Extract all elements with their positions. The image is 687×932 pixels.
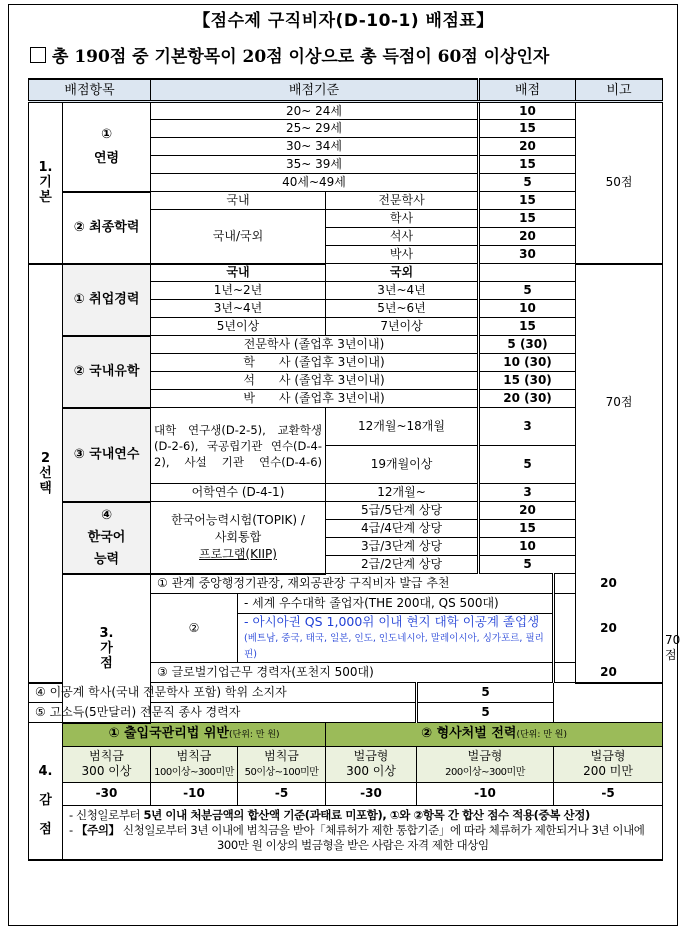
employment-col-foreign: 국외 bbox=[326, 264, 479, 282]
training-period: 12개월~18개월 bbox=[326, 408, 479, 446]
age-score: 15 bbox=[479, 156, 576, 174]
age-criteria: 35~ 39세 bbox=[151, 156, 479, 174]
deduction-score: -10 bbox=[151, 782, 238, 805]
employment-foreign: 5년~6년 bbox=[326, 300, 479, 318]
section1-label: 1. 기 본 bbox=[29, 102, 63, 264]
header-criteria: 배점기준 bbox=[151, 79, 479, 102]
deduction-score: -30 bbox=[63, 782, 151, 805]
training-score: 5 bbox=[479, 446, 576, 484]
korean-label: ④ 한국어 능력 bbox=[63, 502, 151, 574]
age-score: 10 bbox=[479, 102, 576, 120]
note-line-3: 300만 원 이상의 벌금형을 받은 사람은 자격 제한 대상임 bbox=[217, 837, 489, 852]
korean-level: 5급/5단계 상당 bbox=[326, 502, 479, 520]
education-score: 15 bbox=[479, 192, 576, 210]
age-criteria: 25~ 29세 bbox=[151, 120, 479, 138]
bonus-score-3: 20 bbox=[554, 663, 663, 683]
education-domestic: 국내 bbox=[151, 192, 326, 210]
training-score: 3 bbox=[479, 408, 576, 446]
korean-desc: 한국어능력시험(TOPIK) / 사회통합 프로그램(KIIP) bbox=[151, 502, 326, 574]
education-degree: 석사 bbox=[326, 228, 479, 246]
table-header bbox=[29, 79, 663, 102]
age-criteria: 40세~49세 bbox=[151, 174, 479, 192]
employment-domestic: 1년~2년 bbox=[151, 282, 326, 300]
deduction-col: 범칙금 100이상~300미만 bbox=[151, 746, 238, 782]
employment-domestic: 3년~4년 bbox=[151, 300, 326, 318]
bonus-item-2-asia: - 아시아권 QS 1,000위 이내 현지 대학 이공계 졸업생 (베트남, 중국, 태국, 일본, 인도, 인도네시아, 말레이시아, 싱가포르, 필리핀) bbox=[238, 614, 554, 663]
study-criteria: 전문학사 (졸업후 3년이내) bbox=[151, 336, 479, 354]
section2-label: 2 선 택 bbox=[29, 264, 63, 683]
header-category: 배점항목 bbox=[29, 79, 151, 102]
deduction-group-immigration: ① 출입국관리법 위반(단위: 만 원) bbox=[63, 723, 326, 747]
age-score: 15 bbox=[479, 120, 576, 138]
training-period: 19개월이상 bbox=[326, 446, 479, 484]
deduction-score: -10 bbox=[417, 782, 554, 805]
age-criteria: 20~ 24세 bbox=[151, 102, 479, 120]
language-training-period: 12개월~ bbox=[326, 484, 479, 502]
employment-foreign: 3년~4년 bbox=[326, 282, 479, 300]
deduction-score: -5 bbox=[238, 782, 326, 805]
education-score: 15 bbox=[479, 210, 576, 228]
language-training-score: 3 bbox=[479, 484, 576, 502]
deduction-col: 범칙금 50이상~100미만 bbox=[238, 746, 326, 782]
employment-col-domestic: 국내 bbox=[151, 264, 326, 282]
study-score: 20 (30) bbox=[479, 390, 576, 408]
score-table: 배점항목 배점기준 배점 비고 1. 기 본 ① 연령 20~ 24세 10 50점 25~ 29세 15 30~ 34세 20 35~ 39세 15 40세~49세 5 ② 최종학력 국내 전문학사 15 국내/국외 학사 15 석사 20 박사 30 2 선 택 ① 취업경력 국내 국외 70점 1년~2년 3년~4년 5 3년~4년 5년~6년 10 5년이상 7년이상 15 ② 국내유학 전문학사 (졸업후 3년이내) 5 (30) 학 사 (졸업후 3년이내) 10 (30) 석 사 (졸업후 3년이내) 15 (30) 박 사 (졸업후 3년이내) 20 (30) ③ 국내연수 대학 연구생(D-2-5), 교환학생(D-2-6), 국공립기관 연수(D-4-2), 사설 기관 연수(D-4-6) 12개월~18개월 3 19개월이상 5 어학연수 (D-4-1) 12개월~ 3 ④ 한국어 능력 한국어능력시험(TOPIK) / 사회통합 프로그램(KIIP) 5급/5단계 상당 20 4급/4단계 상당 15 3급/3단계 상당 10 2급/2단계 상당 5 3. 가 점 ① 관계 중앙행정기관장, 재외공관장 구직비자 발급 추천 20 70점 ② - 세계 우수대학 졸업자(THE 200대, QS 500대) 20 - 아시아권 QS 1,000위 이내 현지 대학 이공계 졸업생 (베트남, 중국, 태국, 일본, 인도, 인도네시아, 말레이시아, 싱가포르, 필리핀) ③ 글로벌기업근무 경력자(포천지 500대) 20 ④ 이공계 학사(국내 전문학사 포함) 학위 소지자 5 ⑤ 고소득(5만달러) 전문직 종사 경력자 5 4. 감 점 ① 출입국관리법 위반(단위: 만 원) ② 형사처벌 전력(단위: 만 원) 범칙금 300 이상 범칙금 100이상~300미만 범칙금 50이상~100미만 벌금형 300 이상 벌금형 200이상~300미만 벌금형 200 미만 -30 -10 -5 -30 -10 -5 - 신청일로부터 5년 이내 처분금액의 합산액 기준(과태료 미포함), ①와 ②항목 간 합산 점수 적용(중복 산정) - 【주의】 신청일로부터 3년 이내에 범칙금을 받아「체류허가 제한 통합기준」에 따라 체류허가 제한되거나 3년 이내에 300만 원 이상의 벌금형을 받은 사람은 자격 제한 대상임 bbox=[28, 78, 663, 861]
deduction-col: 범칙금 300 이상 bbox=[63, 746, 151, 782]
deduction-score: -30 bbox=[326, 782, 417, 805]
bonus-score-5: 5 bbox=[417, 703, 554, 723]
korean-level: 3급/3단계 상당 bbox=[326, 538, 479, 556]
study-score: 10 (30) bbox=[479, 354, 576, 372]
korean-level: 2급/2단계 상당 bbox=[326, 556, 479, 574]
header-score: 배점 bbox=[479, 79, 576, 102]
bonus-item-5: ⑤ 고소득(5만달러) 전문직 종사 경력자 bbox=[29, 703, 417, 723]
education-label: ② 최종학력 bbox=[63, 192, 151, 264]
deduction-col: 벌금형 200 미만 bbox=[554, 746, 663, 782]
section1-note: 50점 bbox=[576, 102, 663, 264]
header-note: 비고 bbox=[576, 79, 663, 102]
section3-label: 3. 가 점 bbox=[63, 574, 151, 723]
korean-score: 15 bbox=[479, 520, 576, 538]
section4-label: 4. 감 점 bbox=[29, 723, 63, 860]
education-degree: 학사 bbox=[326, 210, 479, 228]
korean-level: 4급/4단계 상당 bbox=[326, 520, 479, 538]
korean-score: 10 bbox=[479, 538, 576, 556]
employment-score: 15 bbox=[479, 318, 576, 336]
deduction-notes bbox=[63, 805, 663, 860]
note-line-1: - 신청일로부터 5년 이내 처분금액의 합산액 기준(과태료 미포함), ①와 ②항목 간 합산 점수 적용(중복 산정) bbox=[69, 807, 590, 822]
study-criteria: 박 사 (졸업후 3년이내) bbox=[151, 390, 479, 408]
bonus-item-1: ① 관계 중앙행정기관장, 재외공관장 구직비자 발급 추천 bbox=[151, 574, 554, 594]
deduction-group-criminal: ② 형사처벌 전력(단위: 만 원) bbox=[326, 723, 663, 747]
deduction-col: 벌금형 300 이상 bbox=[326, 746, 417, 782]
age-score: 5 bbox=[479, 174, 576, 192]
deduction-col: 벌금형 200이상~300미만 bbox=[417, 746, 554, 782]
training-desc: 대학 연구생(D-2-5), 교환학생(D-2-6), 국공립기관 연수(D-4-2), 사설 기관 연수(D-4-6) bbox=[151, 408, 326, 484]
checkbox-square-icon bbox=[30, 47, 46, 63]
subtitle bbox=[30, 42, 549, 67]
language-training-criteria: 어학연수 (D-4-1) bbox=[151, 484, 326, 502]
page-title: 【점수제 구직비자(D-10-1) 배점표】 bbox=[193, 11, 494, 31]
bonus-score-2: 20 bbox=[554, 594, 663, 663]
education-score: 20 bbox=[479, 228, 576, 246]
employment-domestic: 5년이상 bbox=[151, 318, 326, 336]
deduction-score: -5 bbox=[554, 782, 663, 805]
age-label: ① 연령 bbox=[63, 102, 151, 192]
bonus-item-4: ④ 이공계 학사(국내 전문학사 포함) 학위 소지자 bbox=[29, 683, 417, 703]
age-score: 20 bbox=[479, 138, 576, 156]
study-criteria: 학 사 (졸업후 3년이내) bbox=[151, 354, 479, 372]
note-line-2: - 【주의】 신청일로부터 3년 이내에 범칙금을 받아「체류허가 제한 통합기준」에 따라 체류허가 제한되거나 3년 이내에 bbox=[69, 822, 645, 837]
study-label: ② 국내유학 bbox=[63, 336, 151, 408]
study-score: 5 (30) bbox=[479, 336, 576, 354]
section2-note: 70점 bbox=[576, 264, 663, 683]
training-label: ③ 국내연수 bbox=[63, 408, 151, 502]
bonus-item-2-num: ② bbox=[151, 594, 238, 663]
study-score: 15 (30) bbox=[479, 372, 576, 390]
employment-score-blank bbox=[479, 264, 576, 282]
study-criteria: 석 사 (졸업후 3년이내) bbox=[151, 372, 479, 390]
employment-score: 10 bbox=[479, 300, 576, 318]
korean-score: 20 bbox=[479, 502, 576, 520]
employment-foreign: 7년이상 bbox=[326, 318, 479, 336]
age-criteria: 30~ 34세 bbox=[151, 138, 479, 156]
education-degree: 전문학사 bbox=[326, 192, 479, 210]
education-degree: 박사 bbox=[326, 246, 479, 264]
subtitle-text: 총 190점 중 기본항목이 20점 이상으로 총 득점이 60점 이상인자 bbox=[52, 47, 550, 67]
bonus-score-1: 20 bbox=[554, 574, 663, 594]
korean-score: 5 bbox=[479, 556, 576, 574]
bonus-item-3: ③ 글로벌기업근무 경력자(포천지 500대) bbox=[151, 663, 554, 683]
employment-label: ① 취업경력 bbox=[63, 264, 151, 336]
education-both: 국내/국외 bbox=[151, 210, 326, 264]
bonus-item-2-line1: - 세계 우수대학 졸업자(THE 200대, QS 500대) bbox=[238, 594, 554, 614]
employment-score: 5 bbox=[479, 282, 576, 300]
bonus-score-4: 5 bbox=[417, 683, 554, 703]
education-score: 30 bbox=[479, 246, 576, 264]
